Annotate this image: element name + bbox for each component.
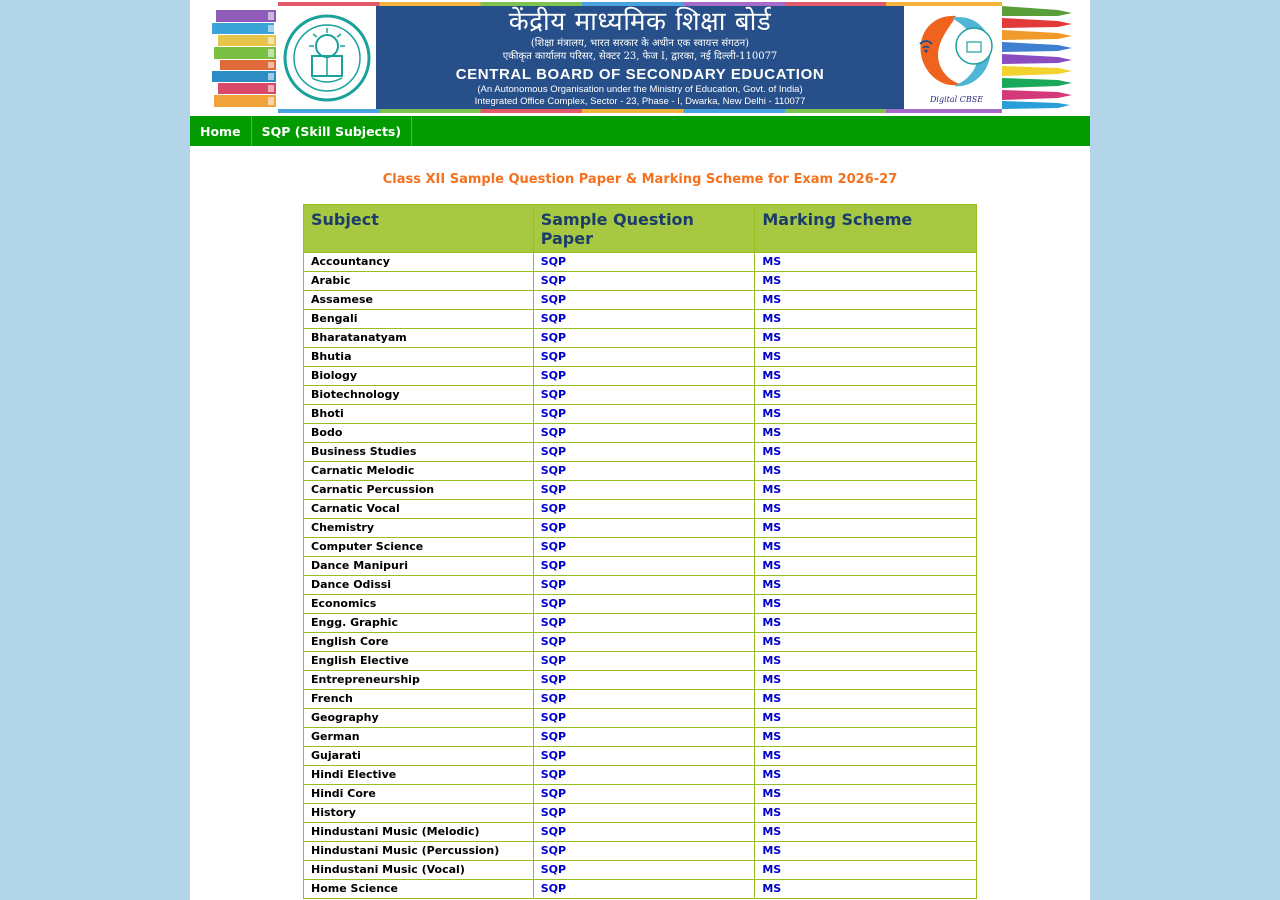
- table-row: [304, 253, 977, 272]
- table-row: [304, 272, 977, 291]
- ms-link[interactable]: MS: [762, 274, 782, 287]
- sqp-cell: [533, 709, 755, 728]
- sqp-cell: [533, 690, 755, 709]
- sqp-cell: [533, 842, 755, 861]
- subject-cell: English Core: [304, 633, 534, 652]
- ms-link[interactable]: MS: [762, 616, 782, 629]
- table-row: [304, 462, 977, 481]
- ms-link[interactable]: MS: [762, 331, 782, 344]
- banner-english-line2: Integrated Office Complex, Sector - 23, Phase - I, Dwarka, New Delhi - 110077: [474, 96, 806, 107]
- table-row: [304, 690, 977, 709]
- sqp-link[interactable]: SQP: [540, 559, 567, 572]
- subject-cell: Chemistry: [304, 519, 534, 538]
- nav-home-link[interactable]: Home: [190, 116, 252, 146]
- sqp-link[interactable]: SQP: [540, 255, 567, 268]
- subject-cell: Assamese: [304, 291, 534, 310]
- sqp-cell: [533, 348, 755, 367]
- ms-cell: [755, 386, 977, 405]
- ms-cell: [755, 595, 977, 614]
- subject-cell: Dance Manipuri: [304, 557, 534, 576]
- subject-cell: Hindustani Music (Percussion): [304, 842, 534, 861]
- sqp-cell: [533, 671, 755, 690]
- ms-link[interactable]: MS: [762, 692, 782, 705]
- ms-cell: [755, 880, 977, 899]
- ms-cell: [755, 424, 977, 443]
- ms-cell: [755, 405, 977, 424]
- subject-cell: Carnatic Melodic: [304, 462, 534, 481]
- table-row: [304, 785, 977, 804]
- table-row: [304, 519, 977, 538]
- table-row: [304, 709, 977, 728]
- sqp-link[interactable]: SQP: [540, 312, 567, 325]
- ms-link[interactable]: MS: [762, 673, 782, 686]
- sqp-link[interactable]: SQP: [540, 806, 567, 819]
- subject-cell: Bharatanatyam: [304, 329, 534, 348]
- ms-cell: [755, 272, 977, 291]
- table-row: [304, 405, 977, 424]
- ms-cell: [755, 253, 977, 272]
- subject-cell: Accountancy: [304, 253, 534, 272]
- sqp-link[interactable]: SQP: [540, 863, 567, 876]
- ms-link[interactable]: MS: [762, 540, 782, 553]
- header-sample-question-paper: Sample Question Paper: [533, 205, 755, 253]
- subject-cell: Bhoti: [304, 405, 534, 424]
- cbse-banner: [190, 0, 1090, 116]
- ms-cell: [755, 500, 977, 519]
- subject-cell: Business Studies: [304, 443, 534, 462]
- sqp-cell: [533, 462, 755, 481]
- table-row: [304, 386, 977, 405]
- sqp-cell: [533, 519, 755, 538]
- ms-cell: [755, 291, 977, 310]
- table-row: [304, 880, 977, 899]
- subject-cell: Engg. Graphic: [304, 614, 534, 633]
- ms-cell: [755, 329, 977, 348]
- ms-link[interactable]: MS: [762, 863, 782, 876]
- header-subject: Subject: [304, 205, 534, 253]
- main-nav: [190, 116, 1090, 146]
- banner-hindi-line1: (शिक्षा मंत्रालय, भारत सरकार के अधीन एक स्वायत्त संगठन): [530, 38, 750, 49]
- table-row: [304, 842, 977, 861]
- subject-cell: Entrepreneurship: [304, 671, 534, 690]
- subject-cell: Hindustani Music (Vocal): [304, 861, 534, 880]
- sqp-link[interactable]: SQP: [540, 673, 567, 686]
- ms-cell: [755, 310, 977, 329]
- sqp-cell: [533, 804, 755, 823]
- table-row: [304, 424, 977, 443]
- digital-cbse-logo: [904, 6, 1002, 109]
- subject-cell: German: [304, 728, 534, 747]
- ms-cell: [755, 823, 977, 842]
- sqp-link[interactable]: SQP: [540, 483, 567, 496]
- table-row: [304, 804, 977, 823]
- subject-cell: Carnatic Vocal: [304, 500, 534, 519]
- ms-link[interactable]: MS: [762, 806, 782, 819]
- subject-cell: History: [304, 804, 534, 823]
- subject-cell: Home Science: [304, 880, 534, 899]
- subject-cell: Computer Science: [304, 538, 534, 557]
- banner-stripe-bottom: [278, 109, 1002, 113]
- table-row: [304, 291, 977, 310]
- ms-link[interactable]: MS: [762, 521, 782, 534]
- ms-cell: [755, 633, 977, 652]
- sqp-cell: [533, 291, 755, 310]
- sqp-link[interactable]: SQP: [540, 730, 567, 743]
- sqp-cell: [533, 310, 755, 329]
- ms-cell: [755, 348, 977, 367]
- sqp-cell: [533, 823, 755, 842]
- sqp-link[interactable]: SQP: [540, 844, 567, 857]
- sqp-link[interactable]: SQP: [540, 388, 567, 401]
- subject-cell: Dance Odissi: [304, 576, 534, 595]
- cbse-emblem-icon: [278, 6, 376, 109]
- ms-cell: [755, 709, 977, 728]
- sqp-link[interactable]: SQP: [540, 274, 567, 287]
- ms-cell: [755, 842, 977, 861]
- sqp-cell: [533, 481, 755, 500]
- sqp-link[interactable]: SQP: [540, 369, 567, 382]
- ms-cell: [755, 690, 977, 709]
- table-row: [304, 576, 977, 595]
- ms-link[interactable]: MS: [762, 426, 782, 439]
- books-illustration-icon: [208, 6, 278, 110]
- ms-cell: [755, 861, 977, 880]
- sqp-link[interactable]: SQP: [540, 350, 567, 363]
- subject-cell: Biotechnology: [304, 386, 534, 405]
- subject-cell: Gujarati: [304, 747, 534, 766]
- sqp-cell: [533, 557, 755, 576]
- ms-link[interactable]: MS: [762, 749, 782, 762]
- sqp-link[interactable]: SQP: [540, 464, 567, 477]
- table-row: [304, 861, 977, 880]
- ms-cell: [755, 728, 977, 747]
- subject-cell: Bhutia: [304, 348, 534, 367]
- sqp-link[interactable]: SQP: [540, 597, 567, 610]
- sqp-cell: [533, 766, 755, 785]
- subject-cell: Geography: [304, 709, 534, 728]
- sqp-cell: [533, 253, 755, 272]
- sqp-link[interactable]: SQP: [540, 825, 567, 838]
- ms-link[interactable]: MS: [762, 464, 782, 477]
- table-row: [304, 671, 977, 690]
- subject-cell: Bodo: [304, 424, 534, 443]
- ms-cell: [755, 481, 977, 500]
- cbse-emblem: [278, 6, 376, 109]
- header-marking-scheme: Marking Scheme: [755, 205, 977, 253]
- ms-link[interactable]: MS: [762, 711, 782, 724]
- ms-link[interactable]: MS: [762, 787, 782, 800]
- table-row: [304, 538, 977, 557]
- ms-link[interactable]: MS: [762, 635, 782, 648]
- sqp-cell: [533, 633, 755, 652]
- table-row: [304, 367, 977, 386]
- table-row: [304, 595, 977, 614]
- ms-cell: [755, 538, 977, 557]
- ms-link[interactable]: MS: [762, 502, 782, 515]
- subject-cell: English Elective: [304, 652, 534, 671]
- table-row: [304, 481, 977, 500]
- banner-title-panel: [376, 6, 904, 109]
- table-row: [304, 500, 977, 519]
- ms-cell: [755, 462, 977, 481]
- ms-cell: [755, 747, 977, 766]
- sqp-cell: [533, 595, 755, 614]
- subject-cell: Biology: [304, 367, 534, 386]
- subject-cell: Arabic: [304, 272, 534, 291]
- ms-cell: [755, 576, 977, 595]
- ms-link[interactable]: MS: [762, 730, 782, 743]
- sqp-cell: [533, 405, 755, 424]
- ms-cell: [755, 557, 977, 576]
- sqp-link[interactable]: SQP: [540, 616, 567, 629]
- ms-link[interactable]: MS: [762, 388, 782, 401]
- sqp-table: [303, 204, 977, 899]
- table-row: [304, 310, 977, 329]
- table-row: [304, 329, 977, 348]
- ms-cell: [755, 614, 977, 633]
- table-row: [304, 766, 977, 785]
- banner-hindi-line2: एकीकृत कार्यालय परिसर, सेक्टर 23, फेज I, द्वारका, नई दिल्ली-110077: [502, 51, 778, 62]
- ms-cell: [755, 367, 977, 386]
- sqp-link[interactable]: SQP: [540, 711, 567, 724]
- table-row: [304, 728, 977, 747]
- sqp-cell: [533, 576, 755, 595]
- table-header-row: [304, 205, 977, 253]
- sqp-cell: [533, 785, 755, 804]
- table-row: [304, 557, 977, 576]
- ms-link[interactable]: MS: [762, 578, 782, 591]
- subject-cell: Economics: [304, 595, 534, 614]
- table-row: [304, 823, 977, 842]
- sqp-link[interactable]: SQP: [540, 331, 567, 344]
- ms-link[interactable]: MS: [762, 597, 782, 610]
- subject-cell: Hindustani Music (Melodic): [304, 823, 534, 842]
- subject-cell: Hindi Core: [304, 785, 534, 804]
- ms-link[interactable]: MS: [762, 844, 782, 857]
- table-row: [304, 747, 977, 766]
- sqp-link[interactable]: SQP: [540, 426, 567, 439]
- table-row: [304, 652, 977, 671]
- digital-cbse-icon: [904, 6, 1002, 109]
- ms-link[interactable]: MS: [762, 654, 782, 667]
- ms-cell: [755, 804, 977, 823]
- sqp-link[interactable]: SQP: [540, 635, 567, 648]
- ms-cell: [755, 785, 977, 804]
- table-row: [304, 443, 977, 462]
- sqp-link[interactable]: SQP: [540, 768, 567, 781]
- sqp-cell: [533, 272, 755, 291]
- sqp-cell: [533, 329, 755, 348]
- banner-hindi-title: केंद्रीय माध्यमिक शिक्षा बोर्ड: [508, 7, 772, 37]
- sqp-cell: [533, 652, 755, 671]
- sqp-link[interactable]: SQP: [540, 749, 567, 762]
- ms-link[interactable]: MS: [762, 768, 782, 781]
- ms-link[interactable]: MS: [762, 559, 782, 572]
- banner-english-line1: (An Autonomous Organisation under the Ministry of Education, Govt. of India): [477, 84, 803, 95]
- digital-cbse-label: Digital CBSE: [930, 95, 984, 104]
- ms-link[interactable]: MS: [762, 882, 782, 895]
- ms-link[interactable]: MS: [762, 825, 782, 838]
- table-row: [304, 348, 977, 367]
- ms-cell: [755, 652, 977, 671]
- sqp-cell: [533, 861, 755, 880]
- sqp-link[interactable]: SQP: [540, 445, 567, 458]
- ms-link[interactable]: MS: [762, 445, 782, 458]
- sqp-link[interactable]: SQP: [540, 654, 567, 667]
- sqp-cell: [533, 728, 755, 747]
- sqp-link[interactable]: SQP: [540, 293, 567, 306]
- sqp-cell: [533, 747, 755, 766]
- sqp-link[interactable]: SQP: [540, 578, 567, 591]
- ms-link[interactable]: MS: [762, 255, 782, 268]
- subject-cell: Bengali: [304, 310, 534, 329]
- ms-cell: [755, 766, 977, 785]
- sqp-cell: [533, 880, 755, 899]
- table-row: [304, 614, 977, 633]
- ms-link[interactable]: MS: [762, 407, 782, 420]
- ms-link[interactable]: MS: [762, 369, 782, 382]
- subject-cell: Hindi Elective: [304, 766, 534, 785]
- sqp-cell: [533, 424, 755, 443]
- ms-cell: [755, 443, 977, 462]
- sqp-cell: [533, 614, 755, 633]
- sqp-cell: [533, 500, 755, 519]
- sqp-cell: [533, 367, 755, 386]
- sqp-link[interactable]: SQP: [540, 521, 567, 534]
- subject-cell: French: [304, 690, 534, 709]
- sqp-cell: [533, 386, 755, 405]
- ms-link[interactable]: MS: [762, 312, 782, 325]
- sqp-cell: [533, 443, 755, 462]
- sqp-link[interactable]: SQP: [540, 540, 567, 553]
- subject-cell: Carnatic Percussion: [304, 481, 534, 500]
- sqp-link[interactable]: SQP: [540, 882, 567, 895]
- banner-english-title: CENTRAL BOARD OF SECONDARY EDUCATION: [455, 66, 825, 83]
- ms-cell: [755, 519, 977, 538]
- table-row: [304, 633, 977, 652]
- page-container: [190, 0, 1090, 900]
- sqp-link[interactable]: SQP: [540, 787, 567, 800]
- sqp-link[interactable]: SQP: [540, 692, 567, 705]
- ms-link[interactable]: MS: [762, 483, 782, 496]
- pencils-illustration-icon: [1002, 4, 1074, 110]
- page-heading: Class XII Sample Question Paper & Marking Scheme for Exam 2026-27: [382, 172, 898, 187]
- sqp-cell: [533, 538, 755, 557]
- sqp-link[interactable]: SQP: [540, 502, 567, 515]
- ms-link[interactable]: MS: [762, 350, 782, 363]
- ms-link[interactable]: MS: [762, 293, 782, 306]
- ms-cell: [755, 671, 977, 690]
- sqp-link[interactable]: SQP: [540, 407, 567, 420]
- nav-sqp-skill-subjects-link[interactable]: SQP (Skill Subjects): [252, 116, 413, 146]
